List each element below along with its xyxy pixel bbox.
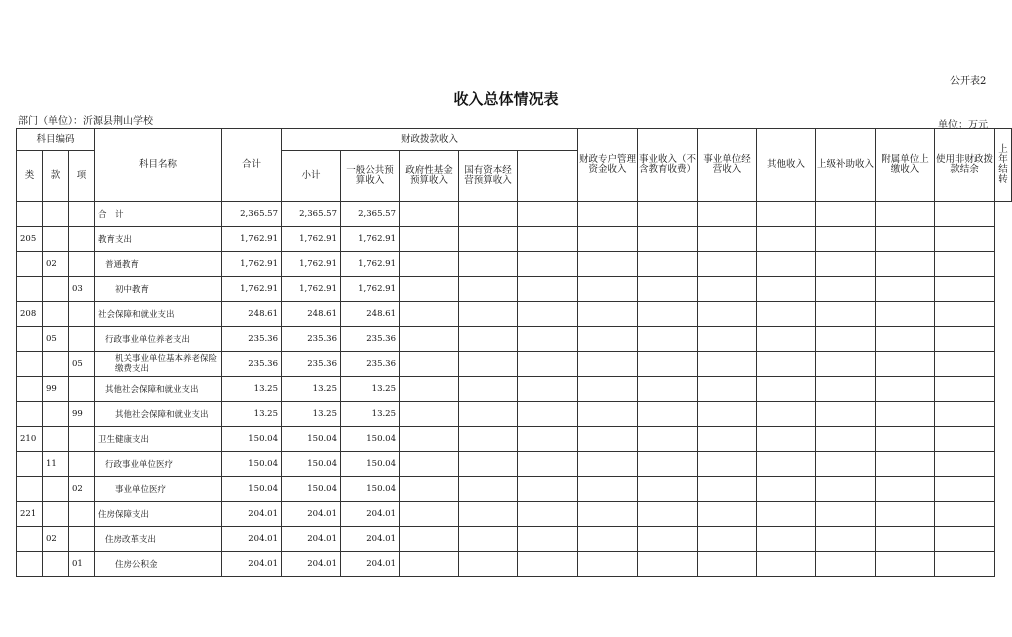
prior-carryover-cell	[935, 277, 995, 302]
kuan-cell	[43, 477, 69, 502]
state-capital-cell	[459, 277, 518, 302]
nonfiscal-balance-cell	[876, 302, 935, 327]
special-mgmt-cell	[518, 277, 578, 302]
xiang-cell	[69, 327, 95, 352]
nonfiscal-balance-cell	[876, 402, 935, 427]
gov-fund-header: 政府性基金预算收入	[400, 151, 459, 202]
operating-income-cell	[638, 552, 698, 577]
name-header: 科目名称	[95, 129, 222, 202]
subtotal-cell: 204.01	[282, 527, 341, 552]
business-income-cell	[578, 227, 638, 252]
xiang-cell	[69, 502, 95, 527]
lei-cell	[17, 402, 43, 427]
special-mgmt-cell	[518, 427, 578, 452]
subtotal-cell: 235.36	[282, 327, 341, 352]
state-capital-cell	[459, 402, 518, 427]
lei-cell: 205	[17, 227, 43, 252]
prior-carryover-cell	[935, 302, 995, 327]
general-budget-cell: 150.04	[341, 452, 400, 477]
superior-subsidy-cell	[757, 377, 816, 402]
total-cell: 204.01	[222, 552, 282, 577]
operating-income-cell	[638, 427, 698, 452]
operating-income-cell	[638, 502, 698, 527]
state-capital-cell	[459, 252, 518, 277]
general-budget-cell: 204.01	[341, 502, 400, 527]
table-row	[17, 277, 1012, 302]
lei-cell: 221	[17, 502, 43, 527]
subject-name-cell: 教育支出	[95, 227, 222, 252]
xiang-cell: 03	[69, 277, 95, 302]
table-row	[17, 252, 1012, 277]
nonfiscal-balance-cell	[876, 527, 935, 552]
operating-income-cell	[638, 402, 698, 427]
subtotal-cell: 1,762.91	[282, 252, 341, 277]
subject-name-cell: 其他社会保障和就业支出	[95, 402, 222, 427]
kuan-cell	[43, 502, 69, 527]
gov-fund-cell	[400, 202, 459, 227]
special-mgmt-cell	[518, 302, 578, 327]
gov-fund-cell	[400, 377, 459, 402]
total-cell: 1,762.91	[222, 277, 282, 302]
table-row	[17, 377, 1012, 402]
prior-carryover-header: 上年结转	[995, 129, 1012, 202]
table-row	[17, 477, 1012, 502]
operating-income-cell	[638, 202, 698, 227]
lei-cell: 208	[17, 302, 43, 327]
prior-carryover-cell	[935, 452, 995, 477]
other-income-cell	[698, 552, 757, 577]
lei-cell	[17, 277, 43, 302]
special-mgmt-cell	[518, 352, 578, 377]
total-header: 合计	[222, 129, 282, 202]
special-mgmt-cell	[518, 527, 578, 552]
subject-name-cell: 机关事业单位基本养老保险缴费支出	[95, 352, 222, 377]
prior-carryover-cell	[935, 327, 995, 352]
superior-subsidy-cell	[757, 227, 816, 252]
operating-income-cell	[638, 227, 698, 252]
superior-subsidy-header: 上级补助收入	[816, 129, 876, 202]
gov-fund-cell	[400, 327, 459, 352]
kuan-cell	[43, 202, 69, 227]
kuan-cell: 02	[43, 252, 69, 277]
affiliate-income-cell	[816, 427, 876, 452]
total-cell: 150.04	[222, 452, 282, 477]
state-capital-cell	[459, 452, 518, 477]
subject-name-cell: 行政事业单位医疗	[95, 452, 222, 477]
xiang-cell: 05	[69, 352, 95, 377]
subtotal-cell: 235.36	[282, 352, 341, 377]
general-budget-cell: 1,762.91	[341, 252, 400, 277]
other-income-cell	[698, 527, 757, 552]
affiliate-income-cell	[816, 277, 876, 302]
table-row	[17, 527, 1012, 552]
other-income-cell	[698, 352, 757, 377]
kuan-cell: 05	[43, 327, 69, 352]
operating-income-cell	[638, 352, 698, 377]
code-group-header: 科目编码	[17, 129, 95, 151]
state-capital-cell	[459, 552, 518, 577]
subtotal-cell: 13.25	[282, 377, 341, 402]
state-capital-cell	[459, 202, 518, 227]
prior-carryover-cell	[935, 227, 995, 252]
lei-cell	[17, 327, 43, 352]
xiang-cell	[69, 452, 95, 477]
affiliate-income-cell	[816, 402, 876, 427]
total-cell: 235.36	[222, 352, 282, 377]
xiang-header: 项	[69, 151, 95, 202]
other-income-cell	[698, 477, 757, 502]
table-row	[17, 552, 1012, 577]
subtotal-cell: 13.25	[282, 402, 341, 427]
xiang-cell	[69, 427, 95, 452]
kuan-cell	[43, 302, 69, 327]
special-mgmt-cell	[518, 227, 578, 252]
total-cell: 13.25	[222, 402, 282, 427]
lei-cell	[17, 452, 43, 477]
total-cell: 204.01	[222, 502, 282, 527]
total-cell: 13.25	[222, 377, 282, 402]
table-row	[17, 227, 1012, 252]
affiliate-income-cell	[816, 502, 876, 527]
gov-fund-cell	[400, 527, 459, 552]
superior-subsidy-cell	[757, 302, 816, 327]
total-cell: 204.01	[222, 527, 282, 552]
state-capital-cell	[459, 502, 518, 527]
state-capital-cell	[459, 352, 518, 377]
kuan-cell	[43, 427, 69, 452]
affiliate-income-header: 附属单位上缴收入	[876, 129, 935, 202]
superior-subsidy-cell	[757, 277, 816, 302]
superior-subsidy-cell	[757, 202, 816, 227]
superior-subsidy-cell	[757, 352, 816, 377]
nonfiscal-balance-cell	[876, 227, 935, 252]
special-mgmt-cell	[518, 552, 578, 577]
superior-subsidy-cell	[757, 477, 816, 502]
state-capital-cell	[459, 227, 518, 252]
prior-carryover-cell	[935, 477, 995, 502]
general-budget-cell: 204.01	[341, 527, 400, 552]
business-income-cell	[578, 277, 638, 302]
table-row	[17, 452, 1012, 477]
total-cell: 150.04	[222, 477, 282, 502]
xiang-cell	[69, 202, 95, 227]
operating-income-cell	[638, 377, 698, 402]
subject-name-cell: 普通教育	[95, 252, 222, 277]
prior-carryover-cell	[935, 502, 995, 527]
affiliate-income-cell	[816, 252, 876, 277]
general-budget-cell: 13.25	[341, 377, 400, 402]
gov-fund-cell	[400, 427, 459, 452]
other-income-cell	[698, 427, 757, 452]
subtotal-cell: 1,762.91	[282, 277, 341, 302]
subject-name-cell: 住房改革支出	[95, 527, 222, 552]
xiang-cell	[69, 377, 95, 402]
page-title: 收入总体情况表	[453, 90, 559, 108]
nonfiscal-balance-cell	[876, 202, 935, 227]
subject-name-cell: 住房保障支出	[95, 502, 222, 527]
table-row	[17, 327, 1012, 352]
superior-subsidy-cell	[757, 452, 816, 477]
prior-carryover-cell	[935, 552, 995, 577]
total-cell: 235.36	[222, 327, 282, 352]
operating-income-cell	[638, 302, 698, 327]
state-capital-header: 国有资本经营预算收入	[459, 151, 518, 202]
affiliate-income-cell	[816, 352, 876, 377]
subtotal-cell: 150.04	[282, 427, 341, 452]
operating-income-cell	[638, 527, 698, 552]
operating-income-header: 事业单位经营收入	[698, 129, 757, 202]
table-body	[17, 202, 1012, 577]
gov-fund-cell	[400, 502, 459, 527]
xiang-cell: 01	[69, 552, 95, 577]
general-budget-cell: 248.61	[341, 302, 400, 327]
business-income-cell	[578, 352, 638, 377]
prior-carryover-cell	[935, 202, 995, 227]
special-mgmt-cell	[518, 252, 578, 277]
lei-cell	[17, 377, 43, 402]
business-income-cell	[578, 402, 638, 427]
other-income-cell	[698, 502, 757, 527]
kuan-cell	[43, 402, 69, 427]
subject-name-cell: 卫生健康支出	[95, 427, 222, 452]
special-mgmt-cell	[518, 402, 578, 427]
operating-income-cell	[638, 477, 698, 502]
business-income-cell	[578, 477, 638, 502]
lei-cell	[17, 202, 43, 227]
business-income-cell	[578, 252, 638, 277]
superior-subsidy-cell	[757, 402, 816, 427]
kuan-cell	[43, 352, 69, 377]
gov-fund-cell	[400, 352, 459, 377]
other-income-cell	[698, 302, 757, 327]
other-income-cell	[698, 377, 757, 402]
xiang-cell	[69, 527, 95, 552]
business-income-cell	[578, 377, 638, 402]
kuan-cell: 99	[43, 377, 69, 402]
lei-cell	[17, 477, 43, 502]
gov-fund-cell	[400, 277, 459, 302]
business-income-cell	[578, 302, 638, 327]
income-table	[16, 128, 1012, 577]
subject-name-cell: 初中教育	[95, 277, 222, 302]
subject-name-cell: 其他社会保障和就业支出	[95, 377, 222, 402]
business-income-cell	[578, 502, 638, 527]
table-row	[17, 352, 1012, 377]
state-capital-cell	[459, 327, 518, 352]
gov-fund-cell	[400, 452, 459, 477]
gov-fund-cell	[400, 252, 459, 277]
prior-carryover-cell	[935, 352, 995, 377]
superior-subsidy-cell	[757, 327, 816, 352]
affiliate-income-cell	[816, 552, 876, 577]
xiang-cell	[69, 227, 95, 252]
total-cell: 1,762.91	[222, 227, 282, 252]
special-mgmt-cell	[518, 452, 578, 477]
department-label: 部门（单位）：沂源县荆山学校	[18, 116, 153, 127]
lei-header: 类	[17, 151, 43, 202]
nonfiscal-balance-cell	[876, 452, 935, 477]
other-income-cell	[698, 202, 757, 227]
total-cell: 150.04	[222, 427, 282, 452]
other-income-cell	[698, 227, 757, 252]
affiliate-income-cell	[816, 477, 876, 502]
subtotal-cell: 150.04	[282, 452, 341, 477]
special-mgmt-cell	[518, 502, 578, 527]
state-capital-cell	[459, 427, 518, 452]
general-budget-cell: 13.25	[341, 402, 400, 427]
superior-subsidy-cell	[757, 527, 816, 552]
operating-income-cell	[638, 327, 698, 352]
general-budget-header: 一般公共预算收入	[341, 151, 400, 202]
nonfiscal-balance-cell	[876, 427, 935, 452]
xiang-cell: 02	[69, 477, 95, 502]
affiliate-income-cell	[816, 327, 876, 352]
lei-cell	[17, 527, 43, 552]
other-income-cell	[698, 402, 757, 427]
subject-name-cell: 事业单位医疗	[95, 477, 222, 502]
special-mgmt-header: 财政专户管理资金收入	[578, 129, 638, 202]
total-cell: 1,762.91	[222, 252, 282, 277]
operating-income-cell	[638, 277, 698, 302]
general-budget-cell: 150.04	[341, 477, 400, 502]
nonfiscal-balance-cell	[876, 352, 935, 377]
business-income-header: 事业收入（不含教育收费）	[638, 129, 698, 202]
kuan-cell	[43, 227, 69, 252]
xiang-cell: 99	[69, 402, 95, 427]
general-budget-cell: 1,762.91	[341, 277, 400, 302]
kuan-header: 款	[43, 151, 69, 202]
subject-name-cell: 行政事业单位养老支出	[95, 327, 222, 352]
lei-cell	[17, 552, 43, 577]
kuan-cell	[43, 552, 69, 577]
nonfiscal-balance-cell	[876, 552, 935, 577]
table-row	[17, 502, 1012, 527]
prior-carryover-cell	[935, 377, 995, 402]
subtotal-header: 小计	[282, 151, 341, 202]
other-income-cell	[698, 252, 757, 277]
business-income-cell	[578, 452, 638, 477]
lei-cell: 210	[17, 427, 43, 452]
table-row	[17, 202, 1012, 227]
other-income-cell	[698, 452, 757, 477]
kuan-cell	[43, 277, 69, 302]
general-budget-cell: 2,365.57	[341, 202, 400, 227]
kuan-cell: 11	[43, 452, 69, 477]
unit-label: 单位：万元	[938, 120, 988, 131]
table-row	[17, 402, 1012, 427]
subject-name-cell: 社会保障和就业支出	[95, 302, 222, 327]
subtotal-cell: 1,762.91	[282, 227, 341, 252]
general-budget-cell: 235.36	[341, 352, 400, 377]
nonfiscal-balance-cell	[876, 327, 935, 352]
business-income-cell	[578, 527, 638, 552]
table-row	[17, 427, 1012, 452]
general-budget-cell: 1,762.91	[341, 227, 400, 252]
prior-carryover-cell	[935, 427, 995, 452]
gov-fund-cell	[400, 227, 459, 252]
subtotal-cell: 150.04	[282, 477, 341, 502]
business-income-cell	[578, 427, 638, 452]
lei-cell	[17, 252, 43, 277]
superior-subsidy-cell	[757, 502, 816, 527]
xiang-cell	[69, 302, 95, 327]
subject-name-cell: 合 计	[95, 202, 222, 227]
subtotal-cell: 248.61	[282, 302, 341, 327]
kuan-cell: 02	[43, 527, 69, 552]
affiliate-income-cell	[816, 527, 876, 552]
business-income-cell	[578, 202, 638, 227]
fiscal-group-header: 财政拨款收入	[282, 129, 578, 151]
special-mgmt-cell	[518, 327, 578, 352]
form-number: 公开表2	[950, 76, 987, 87]
subject-name-cell: 住房公积金	[95, 552, 222, 577]
nonfiscal-balance-header: 使用非财政拨款结余	[935, 129, 995, 202]
gov-fund-cell	[400, 552, 459, 577]
other-income-header: 其他收入	[757, 129, 816, 202]
gov-fund-cell	[400, 402, 459, 427]
other-income-cell	[698, 277, 757, 302]
operating-income-cell	[638, 252, 698, 277]
total-cell: 248.61	[222, 302, 282, 327]
gov-fund-cell	[400, 477, 459, 502]
superior-subsidy-cell	[757, 252, 816, 277]
subtotal-cell: 204.01	[282, 502, 341, 527]
superior-subsidy-cell	[757, 552, 816, 577]
state-capital-cell	[459, 302, 518, 327]
business-income-cell	[578, 327, 638, 352]
nonfiscal-balance-cell	[876, 377, 935, 402]
affiliate-income-cell	[816, 302, 876, 327]
subtotal-cell: 2,365.57	[282, 202, 341, 227]
operating-income-cell	[638, 452, 698, 477]
prior-carryover-cell	[935, 402, 995, 427]
state-capital-cell	[459, 377, 518, 402]
table-row	[17, 302, 1012, 327]
state-capital-cell	[459, 527, 518, 552]
special-mgmt-cell	[518, 202, 578, 227]
prior-carryover-cell	[935, 527, 995, 552]
nonfiscal-balance-cell	[876, 502, 935, 527]
xiang-cell	[69, 252, 95, 277]
nonfiscal-balance-cell	[876, 252, 935, 277]
affiliate-income-cell	[816, 452, 876, 477]
subtotal-cell: 204.01	[282, 552, 341, 577]
affiliate-income-cell	[816, 202, 876, 227]
general-budget-cell: 150.04	[341, 427, 400, 452]
special-mgmt-cell	[518, 477, 578, 502]
business-income-cell	[578, 552, 638, 577]
special-mgmt-cell	[518, 377, 578, 402]
other-income-cell	[698, 327, 757, 352]
state-capital-cell	[459, 477, 518, 502]
general-budget-cell: 204.01	[341, 552, 400, 577]
nonfiscal-balance-cell	[876, 277, 935, 302]
affiliate-income-cell	[816, 377, 876, 402]
total-cell: 2,365.57	[222, 202, 282, 227]
general-budget-cell: 235.36	[341, 327, 400, 352]
lei-cell	[17, 352, 43, 377]
gov-fund-cell	[400, 302, 459, 327]
superior-subsidy-cell	[757, 427, 816, 452]
prior-carryover-cell	[935, 252, 995, 277]
nonfiscal-balance-cell	[876, 477, 935, 502]
affiliate-income-cell	[816, 227, 876, 252]
